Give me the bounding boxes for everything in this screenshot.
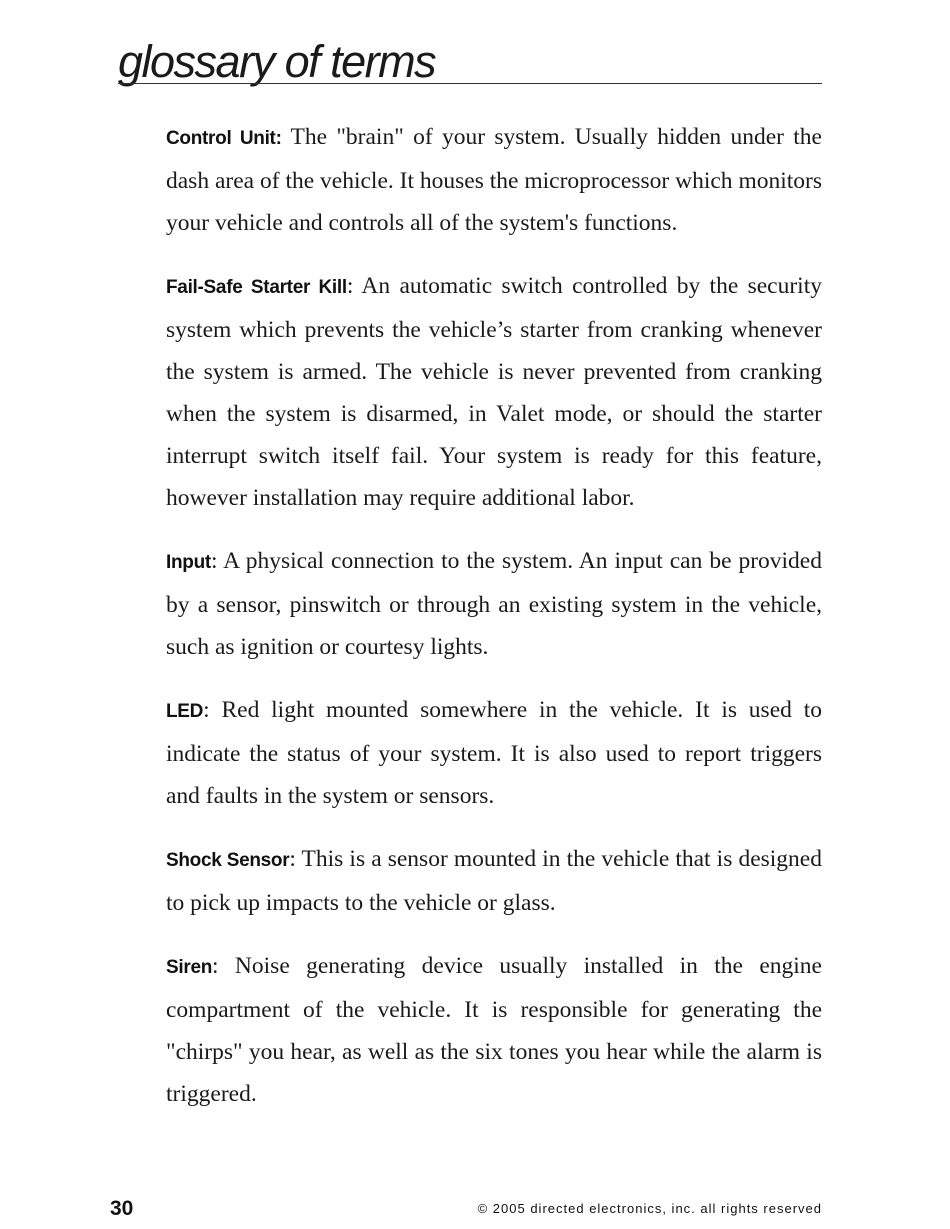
glossary-term: Siren	[166, 957, 213, 978]
glossary-entry-input	[166, 540, 822, 668]
glossary-term: Control Unit:	[166, 128, 282, 149]
glossary-entry-fail-safe-starter-kill	[166, 265, 822, 519]
glossary-list	[166, 116, 822, 1136]
glossary-definition: The "brain" of your system. Usually hidden under the dash area of the vehicle. It houses the microprocessor which monitors your vehicle and controls all of the system's functions.	[166, 124, 822, 236]
glossary-term: Shock Sensor	[166, 850, 290, 871]
copyright-notice: © 2005 directed electronics, inc. all rights reserved	[477, 1201, 822, 1216]
glossary-definition: : Red light mounted somewhere in the vehicle. It is used to indicate the status of your system. It is also used to report triggers and faults in the system or sensors.	[166, 697, 822, 809]
page-title: glossary of terms	[118, 36, 436, 87]
page-header	[118, 34, 822, 90]
glossary-term: Fail-Safe Starter Kill	[166, 277, 347, 298]
glossary-term: Input	[166, 552, 211, 573]
glossary-definition: : Noise generating device usually installed in the engine compartment of the vehicle. It is responsible for generating the "chirps" you hear, as well as the six tones you hear while the alarm is triggered.	[166, 953, 822, 1107]
title-rule	[118, 83, 822, 84]
glossary-entry-siren	[166, 945, 822, 1115]
glossary-entry-control-unit	[166, 116, 822, 244]
glossary-definition: : An automatic switch controlled by the security system which prevents the vehicle’s starter from cranking whenever the system is armed. The vehicle is never prevented from cranking when the system is disarmed, in Valet mode, or should the starter interrupt switch itself fail. Your system is ready for this feature, however installation may require additional labor.	[166, 273, 822, 511]
glossary-definition: : This is a sensor mounted in the vehicle that is designed to pick up impacts to the vehicle or glass.	[166, 846, 822, 916]
glossary-entry-led	[166, 689, 822, 817]
glossary-definition: : A physical connection to the system. An input can be provided by a sensor, pinswitch or through an existing system in the vehicle, such as ignition or courtesy lights.	[166, 548, 822, 660]
glossary-entry-shock-sensor	[166, 838, 822, 924]
page-number: 30	[110, 1197, 134, 1220]
glossary-term: LED	[166, 701, 204, 722]
